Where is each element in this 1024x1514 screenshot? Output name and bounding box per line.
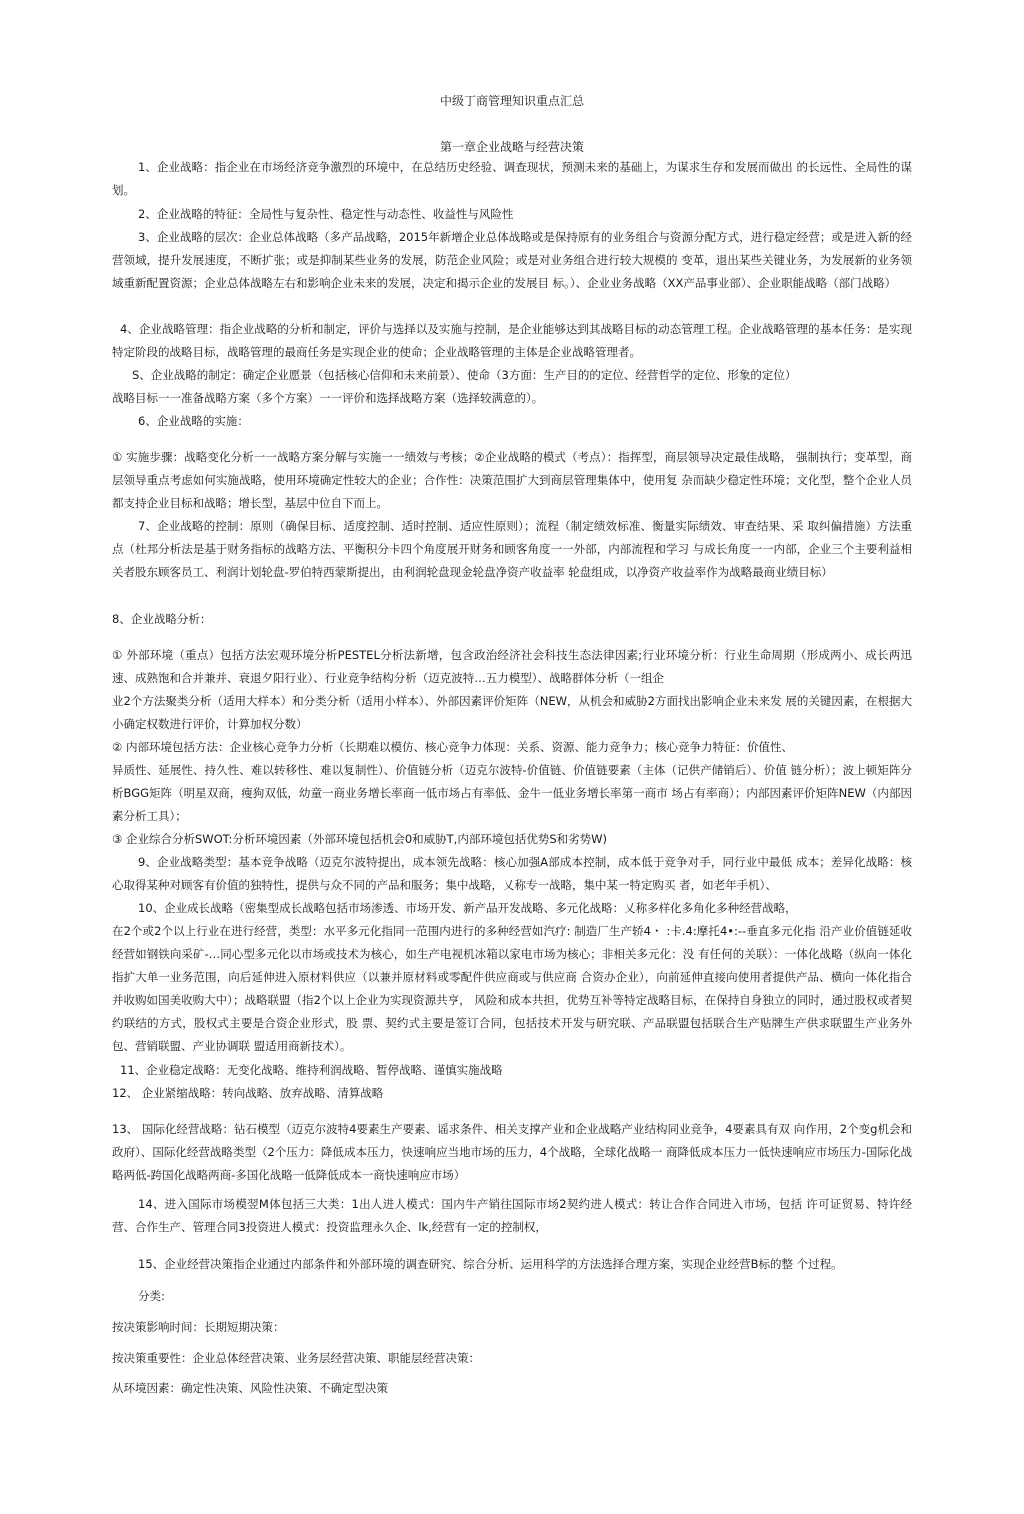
paragraph-14: 14、进入国际市场模翌M体包括三大类：1出人进人模式：国内牛产销往国际市场2契约进人模式：转让合作合同进入市场，包括 许可证贸易、特许经营、合作生产、管理合同3投资进人模式：投资监理永久企、lk,经营有一定的控制权， [112, 1197, 912, 1234]
paragraph-4: 4、企业战略管理：指企业战略的分析和制定，评价与选择以及实施与控制，是企业能够达到其战略目标的动态管理工程。企业战略管理的基本任务：是实现特定阶段的战略目标，战略管理的最商任务是实现企业的使命；企业战略管理的主体是企业战略管理者。 [112, 322, 912, 359]
paragraph-8: 8、企业战略分析： [112, 612, 212, 626]
paragraph-8-swot: ③ 企业综合分析SWOT:分析环境因素（外部环境包括机会0和威胁T,内部环境包括优势S和劣势W) [112, 832, 607, 846]
paragraph-13: 13、 国际化经营战略：钻石模型（迈克尔波特4要素生产要素、谣求条件、相关支撑产业和企业战略产业结构同业竞争，4要素具有双 向作用，2个变g机会和政府）、国际化经营战略类型（2个压力：降低成本压力，快速响应当地市场的压力，4个战略，全球化战略一 商降低成本压力一低快速响应市场压力-国际化战略两低-跨国化战略两商-多国化战略一低降低成本一商快速响应市场） [112, 1122, 912, 1182]
paragraph-1: 1、企业战略：指企业在市场经济竞争激烈的环境中，在总结历史经验、调查现状，预测未来的基础上，为谋求生存和发展而做出 的长远性、全局性的谋划。 [112, 160, 912, 197]
paragraph-6-detail: ① 实施步骤：战略变化分析一一战略方案分解与实施一一绩效与考核；②企业战略的模式（考点）：指挥型，商层领导决定最佳战略， 强制执行；变革型，商层领导重点考虑如何实施战略，使用环境确定性较大的企业；合作性：决策范围扩大到商层管理集体中，使用复 杂而缺少稳定性环境；文化型，整个企业人员都支持企业目标和战略；增长型，基层中位自下而上。 [112, 450, 912, 510]
paragraph-5: S、企业战略的制定：确定企业愿景（包括核心信仰和未来前景）、使命（3方面：生产目的的定位、经营哲学的定位、形象的定位） [132, 368, 797, 382]
paragraph-8-internal-cont: 异质性、延展性、持久性、难以转移性、难以复制性）、价值链分析（迈克尔波特-价值链、价值链要素（主体（记供产储销后）、价值 链分析）；波上顿矩阵分析BGG矩阵（明星双商，瘦狗双低，幼童一商业务增长率商一低市场占有率低、金牛一低业务增长率第一商市 场占有率商）；内部因素评价矩阵NEW（内部因素分析工具）； [112, 763, 912, 823]
paragraph-2: 2、企业战略的特征：全局性与复杂性、稳定性与动态性、收益性与风险性 [138, 207, 514, 221]
classification-label: 分类: [138, 1289, 165, 1303]
classification-time: 按决策影响时间：长期短期决策： [112, 1320, 285, 1334]
document-title: 中级丁商管理知识重点汇总 [439, 94, 584, 108]
paragraph-8-internal: ② 内部环境包括方法：企业核心竞争力分析（长期难以模仿、核心竞争力体现：关系、资源、能力竞争力；核心竞争力特征：价值性、 [112, 740, 793, 754]
paragraph-10: 10、企业成长战略（密集型成长战略包括市场渗透、市场开发、新产品开发战略、多元化战略：乂称多样化多角化多种经营战略， [138, 901, 797, 915]
paragraph-7: 7、企业战略的控制：原则（确保目标、适度控制、适时控制、适应性原则）；流程（制定绩效标准、衡量实际绩效、审查结果、采 取纠偏措施）方法重点（杜邦分析法是基于财务指标的战略方法、平衡积分卡四个角度展开财务和顾客角度一一外部，内部流程和学习 与成长角度一一内部，企业三个主要利益相关者股东顾客员工、利润计划轮盘-罗伯特西蒙斯提出，由利润轮盘现金轮盘净资产收益率 轮盘组成，以净资产收益率作为战略最商业绩目标） [112, 519, 912, 579]
classification-importance: 按决策重要性：企业总体经营决策、业务层经营决策、职能层经营决策： [112, 1351, 480, 1365]
paragraph-9: 9、企业战略类型：基本竞争战略（迈克尔波特提出，成本领先战略：核心加强A部成本控制，成本低于竞争对手，同行业中最低 成本；差异化战略：核心取得某种对顾客有价值的独特性，提供与众不同的产品和服务；集中战略，乂称专一战略，集中某一特定购买 者，如老年手机）、 [112, 855, 912, 892]
paragraph-8-external: ① 外部环境（重点）包括方法宏观环境分析PESTEL分析法新增，包含政治经济社会科技生态法律因素;行业环境分析：行业生命周期（形成两小、成长两迅速、成熟饱和合并兼并、衰退夕阳行业）、行业竞争结构分析（迈克波特…五力模型）、战略群体分析（一组企 [112, 648, 912, 685]
paragraph-11: 11、企业稳定战略：无变化战略、维持利润战略、暂停战略、谨慎实施战略 [120, 1063, 503, 1077]
paragraph-5b: 战略目标一一准备战略方案（多个方案）一一评价和选择战略方案（选择较满意的）。 [112, 391, 544, 405]
classification-environment: 从环境因素：确定性决策、风险性决策、不确定型决策 [112, 1381, 388, 1395]
paragraph-3: 3、企业战略的层次：企业总体战略（多产品战略，2015年新增企业总体战略或是保持原有的业务组合与资源分配方式，进行稳定经营；或是进入新的经营领域，提升发展速度，不断扩张；或是抑制某些业务的发展，防范企业风险；或是对业务组合进行较大规模的 变革，退出某些关键业务，为发展新的业务领域重新配置资源；企业总体战略左右和影响企业未来的发展，决定和揭示企业的发展目 标。）、企业业务战略（XX产品事业部）、企业职能战略（部门战略） [112, 230, 912, 290]
chapter-heading: 第一章企业战略与经营决策 [439, 140, 584, 154]
paragraph-12: 12、 企业紧缩战略：转向战略、放弃战略、清算战略 [112, 1086, 384, 1100]
paragraph-10-cont: 在2个或2个以上行业在进行经营，类型：水平多元化指同一范围内进行的多种经营如汽疗: 制造厂生产轿4・ :卡.4:摩托4•:--垂直多元化指 沿产业价值链延收经营如钢铁向采矿-…同心型多元化以市场或技术为核心，如生产电视机冰箱以家电市场为核心；非相关多元化：没 有任何的关联）：一体化战略（纵向一体化指扩大单一业务范围，向后延伸进入原材料供应（以兼并原材料或零配件供应商或与供应商 合资办企业），向前延伸直接向使用者提供产品、横向一体化指合并收购如国美收购大中）；战略联盟（指2个以上企业为实现资源共亨， 风险和成本共担，优势互补等特定战略目标，在保持自身独立的同时，通过股权或者契约联结的方式，股权式主要是合资企业形式，股 票、契约式主要是签订合同，包括技术开发与研究联、产品联盟包括联合生产贴牌生产供求联盟生产业务外包、营销联盟、产业协调联 盟适用商新技术）。 [112, 924, 912, 1053]
paragraph-6: 6、企业战略的实施： [138, 414, 249, 428]
paragraph-8-external-cont: 业2个方法聚类分析（适用大样本）和分类分析（适用小样本）、外部因素评价矩阵（NEW，从机会和威胁2方面找出影响企业未来发 展的关键因素，在根据大小确定权数进行评价，计算加权分数） [112, 694, 912, 731]
paragraph-15: 15、企业经营决策指企业通过内部条件和外部环境的调查研究、综合分析、运用科学的方法选择合理方案，实现企业经营B标的整 个过程。 [138, 1257, 843, 1271]
